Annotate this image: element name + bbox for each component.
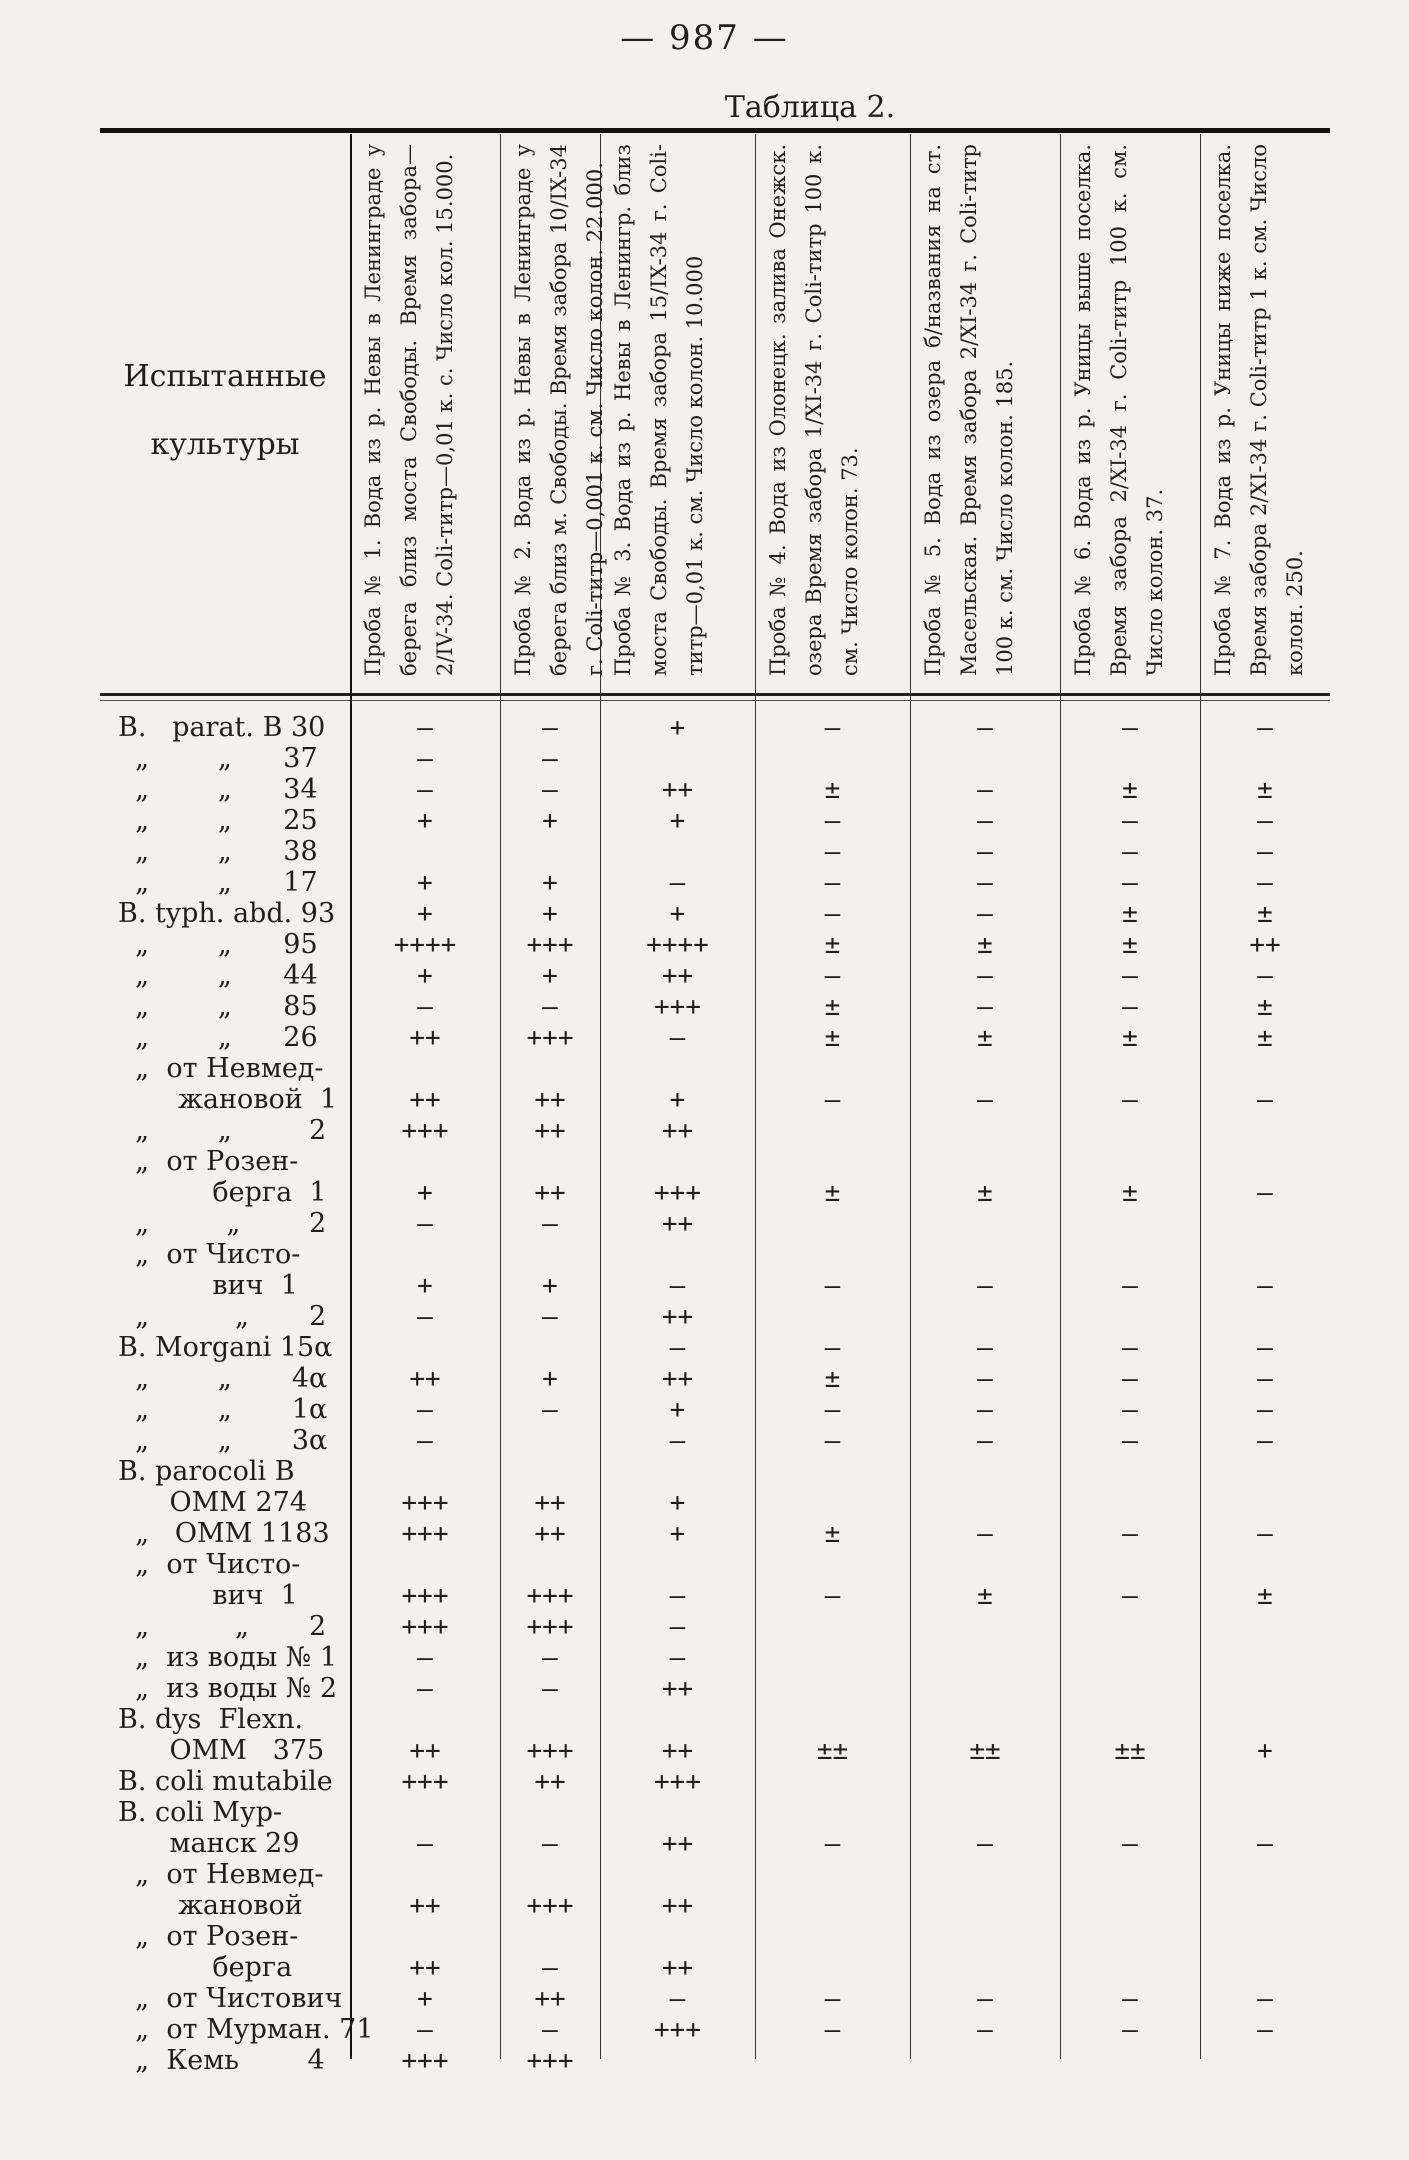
table-cell: — <box>824 1829 841 1859</box>
table-cell: — <box>1122 1581 1138 1611</box>
table-cell: + <box>1257 1736 1273 1766</box>
table-cell: ± <box>1122 899 1138 929</box>
table-cell: +++ <box>401 1519 449 1549</box>
table-cell: — <box>669 1612 686 1642</box>
table-cell: — <box>1257 1984 1273 2014</box>
table-cell: — <box>977 1271 993 1301</box>
table-cell: — <box>417 744 433 774</box>
row-label: „ „ 95 <box>118 929 318 960</box>
table-cell: +++ <box>526 1736 574 1766</box>
table-cell: — <box>824 899 841 929</box>
table-cell: — <box>542 775 558 805</box>
table-cell: ++ <box>409 1364 441 1394</box>
table-cell: — <box>977 1333 993 1363</box>
table-cell: ± <box>824 930 841 960</box>
table-cell: ± <box>977 1178 993 1208</box>
table-cell: ++ <box>409 1953 441 1983</box>
table-cell: +++ <box>654 1178 701 1208</box>
table-cell: — <box>542 2015 558 2045</box>
table-cell: — <box>417 992 433 1022</box>
table-cell: ± <box>1257 1581 1273 1611</box>
table-cell: — <box>1122 1085 1138 1115</box>
table-cell: ++ <box>409 1023 441 1053</box>
header-sample-text: Проба № 5. Вода из озера б/названия на ст. Масельская. Время забора 2/XI-34 г. Coli-титр 100 к. см. Число колон. 185. <box>921 144 1017 676</box>
table-cell: ++ <box>409 1736 441 1766</box>
table-cell: ± <box>1122 1178 1138 1208</box>
header-cultures-line-1: Испытанные <box>123 358 327 394</box>
table-cell: ± <box>824 1364 841 1394</box>
table-cell: — <box>417 1302 433 1332</box>
row-label: OMM 375 <box>118 1735 325 1766</box>
header-sample-text: Проба № 4. Вода из Олонецк. залива Онежск. озера Время забора 1/XI-34 г. Coli-титр 100 к. см. Число колон. 73. <box>766 144 862 676</box>
table-cell: ++++ <box>646 930 709 960</box>
table-cell: ++ <box>534 1984 566 2014</box>
table-cell: — <box>417 1829 433 1859</box>
header-sample-5 <box>911 134 1059 690</box>
table-cell: ++ <box>534 1488 566 1518</box>
table-cell: — <box>824 1271 841 1301</box>
table-cell: +++ <box>526 1612 574 1642</box>
table-cell: — <box>1122 1333 1138 1363</box>
table-cell: — <box>1122 1271 1138 1301</box>
table-cell: — <box>824 1395 841 1425</box>
table-cell: ++ <box>409 1891 441 1921</box>
row-label: B. coli mutabile <box>118 1766 333 1797</box>
header-sample-3 <box>601 134 754 690</box>
row-label: OMM 274 <box>118 1487 308 1518</box>
row-label: B. typh. abd. 93 <box>118 898 336 929</box>
table-cell: — <box>977 899 993 929</box>
table-cell: — <box>824 868 841 898</box>
table-cell: — <box>977 1395 993 1425</box>
table-cell: + <box>542 899 558 929</box>
row-label: „ „ 17 <box>118 867 318 898</box>
table-cell: — <box>1122 837 1138 867</box>
table-cell: ± <box>1122 775 1138 805</box>
table-cell: +++ <box>526 2046 574 2076</box>
table-cell: ± <box>824 992 841 1022</box>
table-cell: — <box>1122 1426 1138 1456</box>
row-label: „ „ 26 <box>118 1022 318 1053</box>
table-cell: +++ <box>526 1891 574 1921</box>
table-cell: — <box>1257 806 1273 836</box>
header-sample-2 <box>501 134 607 690</box>
table-cell: ++ <box>661 1302 694 1332</box>
table-cell: + <box>417 806 433 836</box>
table-cell: +++ <box>526 1023 574 1053</box>
table-cell: ++ <box>661 1829 694 1859</box>
row-label: жановой 1 <box>118 1084 338 1115</box>
table-cell: +++ <box>654 992 701 1022</box>
table-cell: ++ <box>661 961 694 991</box>
table-cell: ++ <box>534 1116 566 1146</box>
table-cell: — <box>977 1829 993 1859</box>
row-label: „ „ 44 <box>118 960 318 991</box>
table-cell: — <box>669 1581 686 1611</box>
row-label: „ „ 38 <box>118 836 318 867</box>
table-cell: ± <box>824 1519 841 1549</box>
table-cell: +++ <box>401 1581 449 1611</box>
table-cell: — <box>1122 961 1138 991</box>
row-label: „ „ 25 <box>118 805 318 836</box>
table-cell: +++ <box>401 1488 449 1518</box>
row-label: берга 1 <box>118 1177 327 1208</box>
header-sample-text: Проба № 6. Вода из р. Уницы выше поселка. Время забора 2/XI-34 г. Coli-титр 100 к. см. Число колон. 37. <box>1071 144 1167 676</box>
table-cell: — <box>824 837 841 867</box>
table-cell: — <box>977 713 993 743</box>
table-cell: ++ <box>1249 930 1281 960</box>
table-cell: — <box>669 1271 686 1301</box>
table-cell: — <box>669 1023 686 1053</box>
table-cell: — <box>977 961 993 991</box>
row-label: вич 1 <box>118 1580 298 1611</box>
header-sample-1 <box>351 134 499 690</box>
table-cell: ++ <box>534 1767 566 1797</box>
table-cell: — <box>824 713 841 743</box>
row-label: „ от Невмед- <box>118 1053 324 1084</box>
table-cell: — <box>824 1426 841 1456</box>
table-cell: — <box>977 837 993 867</box>
table-cell: — <box>1122 992 1138 1022</box>
table-cell: — <box>1257 1085 1273 1115</box>
table-cell: — <box>669 868 686 898</box>
header-sample-7 <box>1201 134 1329 690</box>
table-cell: ± <box>1257 1023 1273 1053</box>
table-cell: +++ <box>654 2015 701 2045</box>
table-cell: + <box>669 1395 686 1425</box>
table-cell: +++ <box>401 1767 449 1797</box>
table-cell: — <box>1257 837 1273 867</box>
table-cell: ± <box>1257 992 1273 1022</box>
header-rule-thin <box>100 700 1330 701</box>
table-cell: ± <box>1257 899 1273 929</box>
table-cell: ++ <box>534 1178 566 1208</box>
row-label: берга <box>118 1952 293 1983</box>
row-label: „ от Чисто- <box>118 1549 301 1580</box>
table-cell: +++ <box>654 1767 701 1797</box>
table-cell: — <box>977 1085 993 1115</box>
table-cell: ± <box>824 1178 841 1208</box>
row-label: „ „ 1α <box>118 1394 328 1425</box>
table-cell: — <box>542 1674 558 1704</box>
table-cell: + <box>669 1085 686 1115</box>
row-label: „ от Розен- <box>118 1921 299 1952</box>
header-sample-6 <box>1061 134 1199 690</box>
row-label: „ „ 3α <box>118 1425 328 1456</box>
table-cell: — <box>977 1984 993 2014</box>
header-sample-text: Проба № 2. Вода из р. Невы в Ленинграде у берега близ м. Свободы. Время забора 10/IX-34 г. Coli-титр—0,001 к. см. Число колон. 22.000. <box>511 144 607 676</box>
table-cell: — <box>1122 2015 1138 2045</box>
table-cell: + <box>417 1178 433 1208</box>
table-cell: ±± <box>969 1736 1001 1766</box>
table-cell: — <box>1257 868 1273 898</box>
table-cell: + <box>417 868 433 898</box>
row-label: „ OMM 1183 <box>118 1518 330 1549</box>
table-cell: ± <box>824 775 841 805</box>
row-label: „ „ 2 <box>118 1208 327 1239</box>
table-cell: — <box>542 1829 558 1859</box>
table-cell: — <box>417 1209 433 1239</box>
row-label: „ от Мурман. 71 <box>118 2014 374 2045</box>
table-cell: ± <box>1257 775 1273 805</box>
table-cell: — <box>1257 713 1273 743</box>
table-cell: ++ <box>661 1736 694 1766</box>
table-cell: + <box>417 1984 433 2014</box>
row-label: B. Morgani 15α <box>118 1332 333 1363</box>
table-cell: — <box>977 1364 993 1394</box>
row-label: „ из воды № 2 <box>118 1673 338 1704</box>
table-cell: — <box>977 1519 993 1549</box>
row-label: „ „ 2 <box>118 1115 327 1146</box>
header-cultures-line-2: культуры <box>150 426 300 462</box>
table-cell: ± <box>824 1023 841 1053</box>
table-cell: ± <box>1122 930 1138 960</box>
table-cell: — <box>417 713 433 743</box>
table-cell: — <box>824 1581 841 1611</box>
table-cell: — <box>1257 961 1273 991</box>
row-label: B. parocoli B <box>118 1456 295 1487</box>
table-cell: — <box>824 1984 841 2014</box>
row-label: „ „ 2 <box>118 1301 327 1332</box>
table-cell: — <box>1257 1271 1273 1301</box>
row-label: B. parat. B 30 <box>118 712 326 743</box>
row-label: B. coli Мур- <box>118 1797 283 1828</box>
table-cell: + <box>669 899 686 929</box>
row-label: „ от Чистович <box>118 1983 343 2014</box>
table-cell: — <box>824 806 841 836</box>
table-cell: — <box>417 2015 433 2045</box>
table-cell: — <box>417 775 433 805</box>
table-cell: — <box>977 775 993 805</box>
row-label: B. dys Flexn. <box>118 1704 304 1735</box>
header-cultures <box>100 128 350 693</box>
table-cell: +++ <box>401 1116 449 1146</box>
table-cell: +++ <box>526 930 574 960</box>
page-number: — 987 — <box>620 18 789 58</box>
table-cell: ± <box>1122 1023 1138 1053</box>
table-cell: — <box>1122 1364 1138 1394</box>
table-cell: — <box>417 1674 433 1704</box>
header-sample-text: Проба № 1. Вода из р. Невы в Ленинграде у берега близ моста Свободы. Время забора—2/IV-34. Coli-титр—0,01 к. с. Число кол. 15.000. <box>361 144 457 676</box>
table-cell: + <box>417 899 433 929</box>
table-cell: — <box>542 1953 558 1983</box>
row-label: манск 29 <box>118 1828 300 1859</box>
table-cell: ± <box>977 930 993 960</box>
table-cell: — <box>542 1302 558 1332</box>
table-cell: + <box>417 961 433 991</box>
table-cell: — <box>977 1426 993 1456</box>
table-cell: — <box>1257 1178 1273 1208</box>
table-cell: — <box>977 2015 993 2045</box>
table-cell: ++ <box>534 1519 566 1549</box>
table-cell: — <box>824 1085 841 1115</box>
table-cell: — <box>824 1333 841 1363</box>
table-cell: — <box>1257 1333 1273 1363</box>
table-cell: + <box>669 1488 686 1518</box>
table-cell: ++ <box>661 775 694 805</box>
table-cell: ++ <box>661 1209 694 1239</box>
table-cell: — <box>1122 806 1138 836</box>
table-cell: +++ <box>526 1581 574 1611</box>
row-label: „ „ 37 <box>118 743 318 774</box>
table-cell: — <box>669 1426 686 1456</box>
row-label: „ из воды № 1 <box>118 1642 338 1673</box>
table-cell: — <box>542 713 558 743</box>
table-cell: — <box>669 1643 686 1673</box>
results-table <box>100 128 1330 2076</box>
table-cell: ± <box>977 1581 993 1611</box>
table-cell: + <box>542 806 558 836</box>
table-cell: — <box>824 2015 841 2045</box>
table-caption: Таблица 2. <box>724 90 896 125</box>
row-label: жановой <box>118 1890 303 1921</box>
table-cell: — <box>542 1643 558 1673</box>
table-cell: — <box>1122 1829 1138 1859</box>
row-label: „ от Невмед- <box>118 1859 324 1890</box>
table-cell: — <box>542 744 558 774</box>
table-cell: + <box>669 1519 686 1549</box>
table-cell: — <box>1257 1829 1273 1859</box>
table-cell: ++ <box>661 1364 694 1394</box>
table-cell: ++++ <box>393 930 457 960</box>
table-cell: — <box>542 1209 558 1239</box>
table-cell: — <box>1122 1984 1138 2014</box>
table-cell: — <box>1122 1519 1138 1549</box>
row-label: „ „ 4α <box>118 1363 328 1394</box>
header-sample-text: Проба № 3. Вода из р. Невы в Ленингр. близ моста Свободы. Время забора 15/IX-34 г. Coli-титр—0,01 к. см. Число колон. 10.000 <box>611 144 707 676</box>
row-label: „ „ 2 <box>118 1611 327 1642</box>
table-cell: + <box>542 961 558 991</box>
table-cell: + <box>542 1271 558 1301</box>
table-cell: — <box>1122 868 1138 898</box>
table-cell: — <box>977 806 993 836</box>
table-cell: — <box>824 961 841 991</box>
row-label: вич 1 <box>118 1270 298 1301</box>
table-cell: — <box>417 1395 433 1425</box>
table-cell: +++ <box>401 1612 449 1642</box>
table-cell: — <box>977 868 993 898</box>
table-cell: — <box>1257 2015 1273 2045</box>
table-cell: — <box>669 1333 686 1363</box>
table-cell: ++ <box>409 1085 441 1115</box>
table-cell: + <box>542 1364 558 1394</box>
table-cell: — <box>1122 1395 1138 1425</box>
header-sample-text: Проба № 7. Вода из р. Уницы ниже поселка. Время забора 2/XI-34 г. Coli-титр 1 к. см. Число колон. 250. <box>1211 144 1307 676</box>
header-sample-4 <box>756 134 909 690</box>
table-cell: — <box>977 992 993 1022</box>
table-cell: ±± <box>1114 1736 1146 1766</box>
table-cell: + <box>542 868 558 898</box>
table-cell: — <box>1122 713 1138 743</box>
table-cell: ±± <box>816 1736 849 1766</box>
table-cell: + <box>417 1271 433 1301</box>
table-cell: — <box>1257 1364 1273 1394</box>
row-label: „ от Чисто- <box>118 1239 301 1270</box>
table-cell: +++ <box>401 2046 449 2076</box>
table-cell: + <box>669 713 686 743</box>
table-cell: — <box>669 1984 686 2014</box>
table-cell: — <box>1257 1395 1273 1425</box>
table-cell: ++ <box>661 1891 694 1921</box>
table-cell: — <box>1257 1426 1273 1456</box>
table-cell: ++ <box>661 1116 694 1146</box>
row-label: „ „ 85 <box>118 991 318 1022</box>
table-cell: + <box>669 806 686 836</box>
table-cell: — <box>1257 1519 1273 1549</box>
table-cell: — <box>542 1395 558 1425</box>
table-cell: — <box>417 1643 433 1673</box>
row-label: „ „ 34 <box>118 774 318 805</box>
table-cell: ± <box>977 1023 993 1053</box>
row-label: „ от Розен- <box>118 1146 299 1177</box>
row-label: „ Кемь 4 <box>118 2045 325 2076</box>
table-cell: ++ <box>661 1674 694 1704</box>
table-cell: — <box>542 992 558 1022</box>
table-cell: ++ <box>661 1953 694 1983</box>
table-cell: — <box>417 1426 433 1456</box>
header-rule <box>100 693 1330 696</box>
table-cell: ++ <box>534 1085 566 1115</box>
